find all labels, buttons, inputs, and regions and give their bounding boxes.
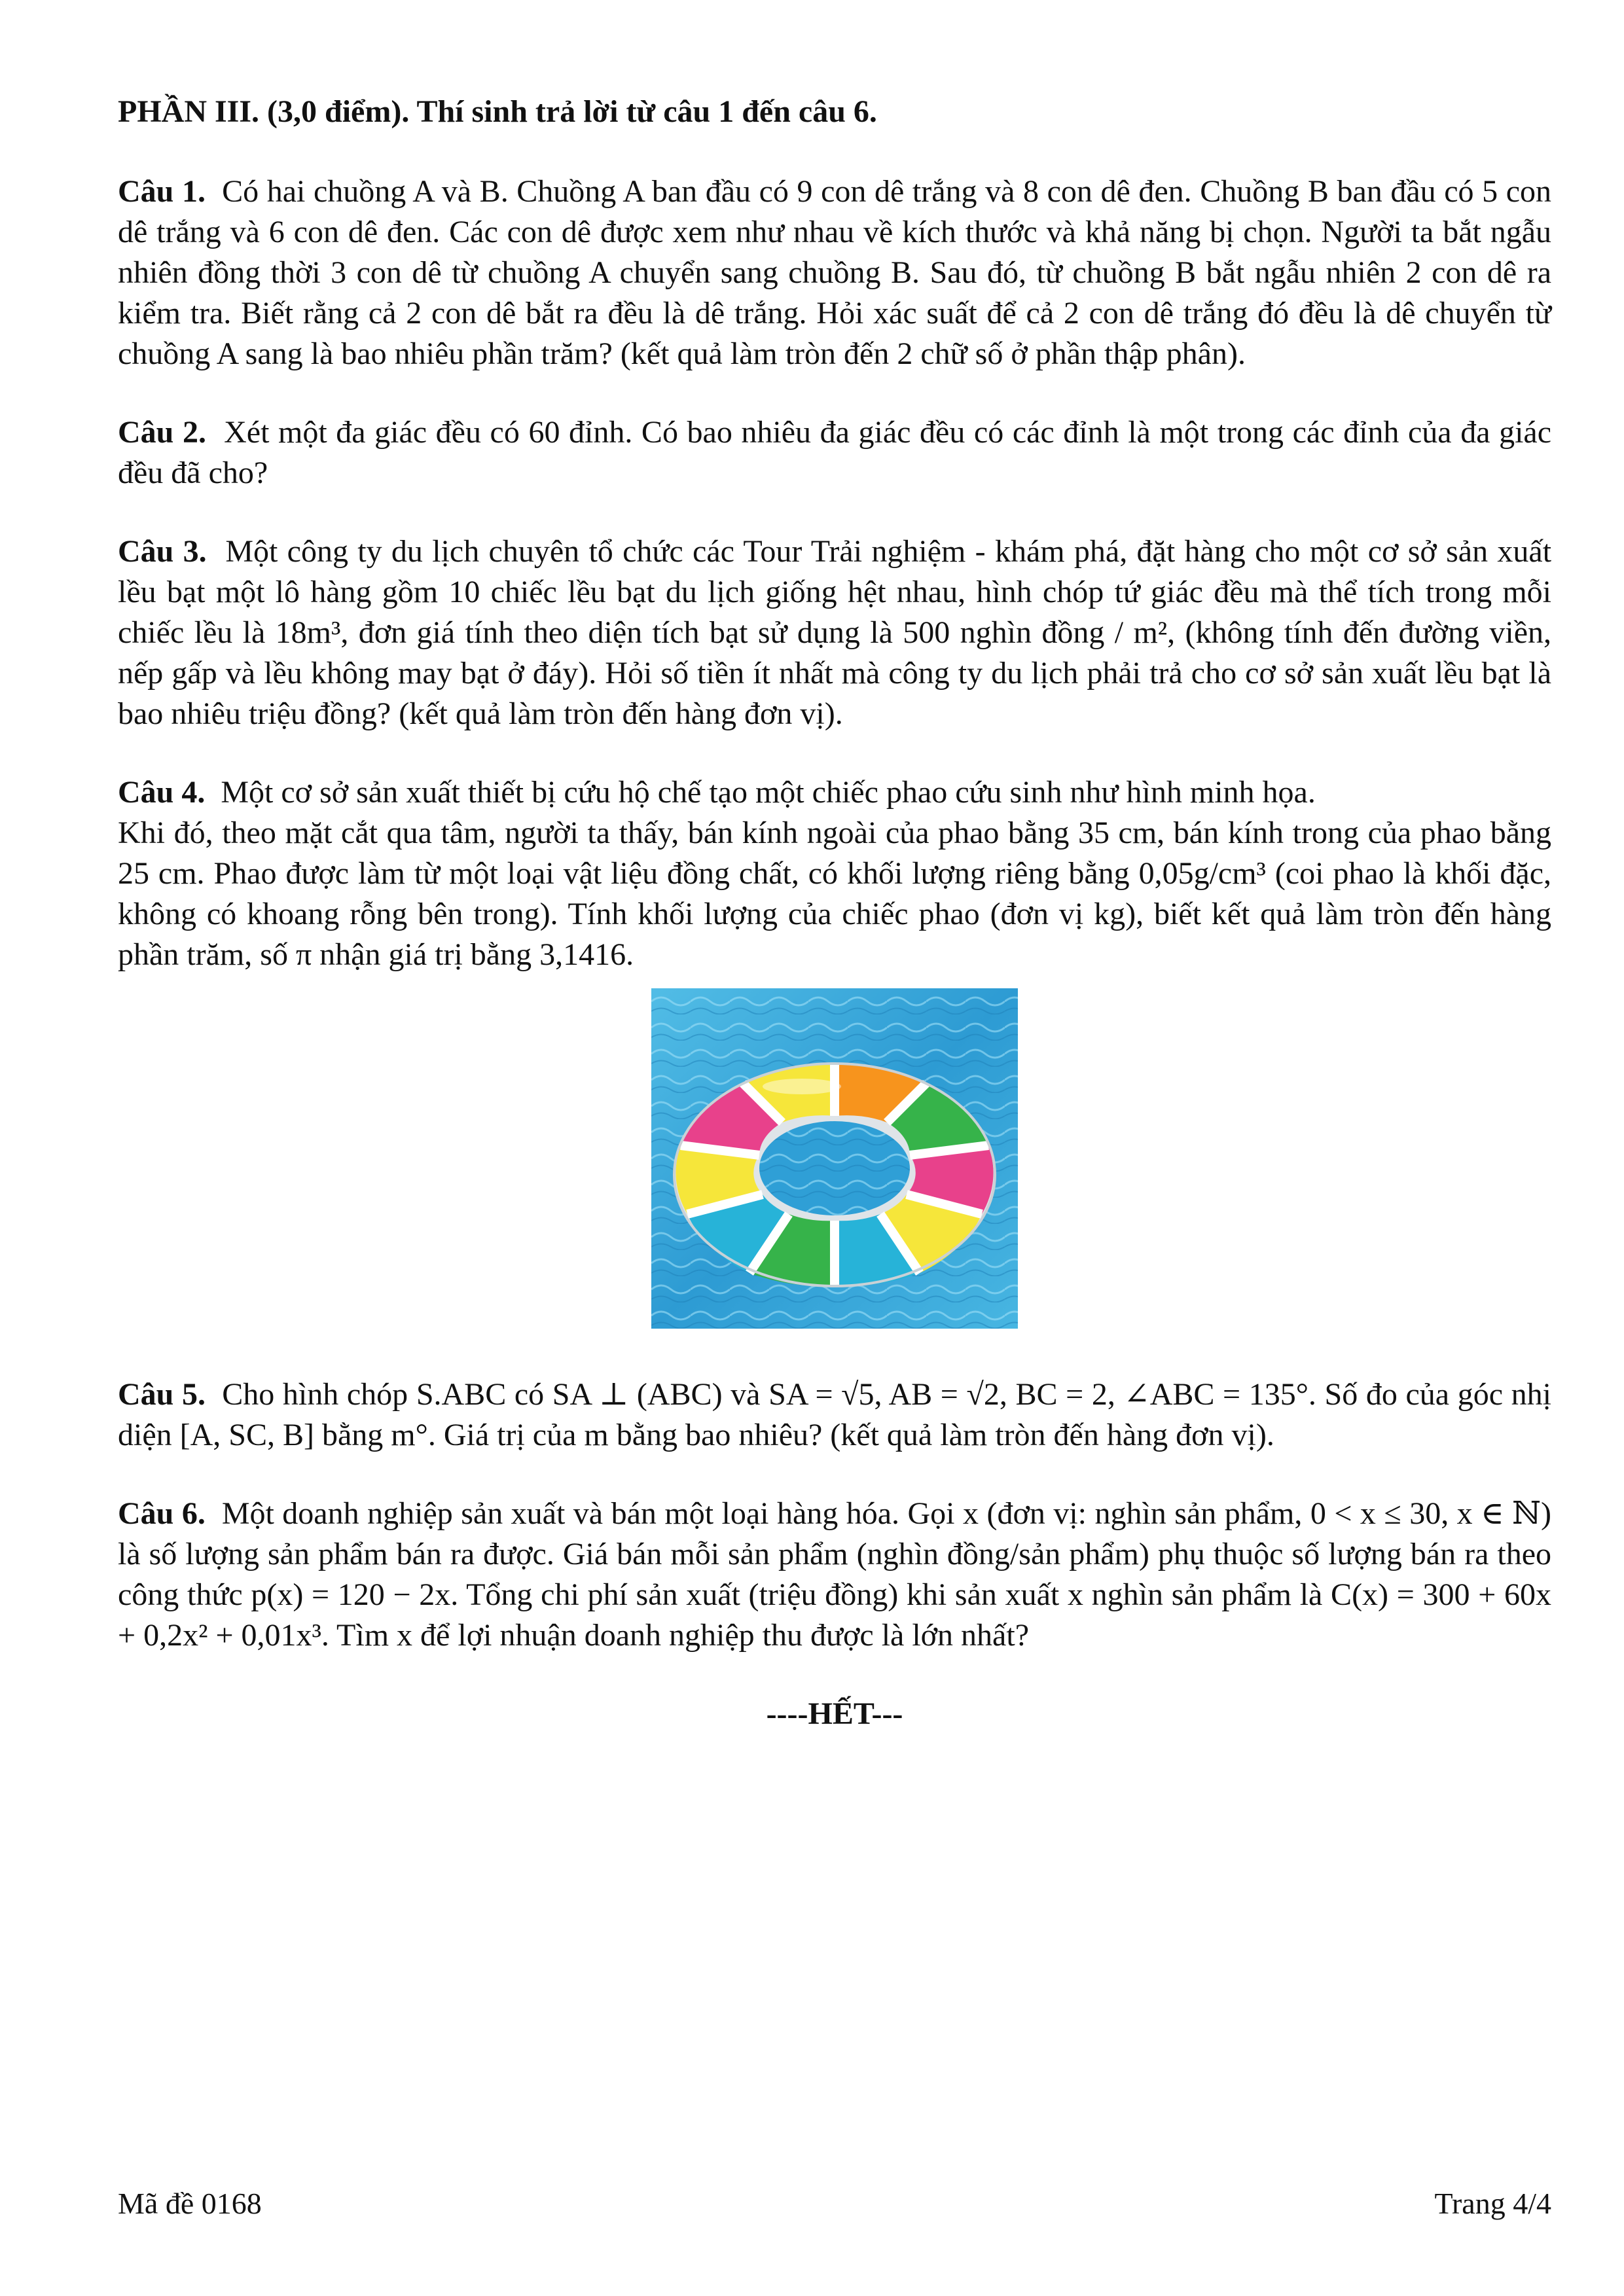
question-2 xyxy=(118,412,1551,493)
end-mark: ----HẾT--- xyxy=(766,1696,903,1731)
question-text: Một cơ sở sản xuất thiết bị cứu hộ chế tạo một chiếc phao cứu sinh như hình minh họa. xyxy=(221,775,1316,810)
question-text-continued: Khi đó, theo mặt cắt qua tâm, người ta thấy, bán kính ngoài của phao bằng 35 cm, bán kính trong của phao bằng 25 cm. Phao được làm từ một loại vật liệu đồng chất, có khối lượng riêng bằng 0,05g/cm³ (coi phao là khối đặc, không có khoang rỗng bên trong). Tính khối lượng của chiếc phao (đơn vị kg), biết kết quả làm tròn đến hàng phần trăm, số π nhận giá trị bằng 3,1416. xyxy=(118,816,1551,972)
question-3 xyxy=(118,531,1551,734)
question-text: Có hai chuồng A và B. Chuồng A ban đầu có 9 con dê trắng và 8 con dê đen. Chuồng B ban đầu có 5 con dê trắng và 6 con dê đen. Các con dê được xem như nhau về kích thước và khả năng bị chọn. Người ta bắt ngẫu nhiên đồng thời 3 con dê từ chuồng A chuyển sang chuồng B. Sau đó, từ chuồng B bắt ngẫu nhiên 2 con dê ra kiểm tra. Biết rằng cả 2 con dê bắt ra đều là dê trắng. Hỏi xác suất để cả 2 con dê trắng đó đều là dê chuyển từ chuồng A sang là bao nhiêu phần trăm? (kết quả làm tròn đến 2 chữ số ở phần thập phân). xyxy=(118,174,1552,371)
swim-ring-illustration xyxy=(651,988,1018,1329)
question-label: Câu 6. xyxy=(118,1496,206,1531)
question-text: Cho hình chóp S.ABC có SA ⊥ (ABC) và SA = √5, AB = √2, BC = 2, ∠ABC = 135°. Số đo của góc nhị diện [A, SC, B] bằng m°. Giá trị của m bằng bao nhiêu? (kết quả làm tròn đến hàng đơn vị). xyxy=(118,1377,1552,1452)
question-text: Một công ty du lịch chuyên tổ chức các Tour Trải nghiệm - khám phá, đặt hàng cho một cơ sở sản xuất lều bạt một lô hàng gồm 10 chiếc lều bạt du lịch giống hệt nhau, hình chóp tứ giác đều mà thể tích trong mỗi chiếc lều là 18m³, đơn giá tính theo diện tích bạt sử dụng là 500 nghìn đồng / m², (không tính đến đường viền, nếp gấp và lều không may bạt ở đáy). Hỏi số tiền ít nhất mà công ty du lịch phải trả cho cơ sở sản xuất lều bạt là bao nhiêu triệu đồng? (kết quả làm tròn đến hàng đơn vị). xyxy=(118,534,1552,731)
question-text: Một doanh nghiệp sản xuất và bán một loại hàng hóa. Gọi x (đơn vị: nghìn sản phẩm, 0 < x ≤ 30, x ∈ ℕ) là số lượng sản phẩm bán ra được. Giá bán mỗi sản phẩm (nghìn đồng/sản phẩm) phụ thuộc số lượng bán ra theo công thức p(x) = 120 − 2x. Tổng chi phí sản xuất (triệu đồng) khi sản xuất x nghìn sản phẩm là C(x) = 300 + 60x + 0,2x² + 0,01x³. Tìm x để lợi nhuận doanh nghiệp thu được là lớn nhất? xyxy=(118,1496,1552,1653)
ring-highlight xyxy=(763,1079,841,1094)
question-1 xyxy=(118,171,1551,374)
page-number: Trang 4/4 xyxy=(1434,2187,1551,2220)
question-6 xyxy=(118,1494,1551,1656)
question-label: Câu 5. xyxy=(118,1377,206,1412)
question-text: Xét một đa giác đều có 60 đỉnh. Có bao nhiêu đa giác đều có các đỉnh là một trong các đỉnh của đa giác đều đã cho? xyxy=(118,415,1552,490)
question-5 xyxy=(118,1374,1551,1456)
question-label: Câu 1. xyxy=(118,174,206,209)
question-4 xyxy=(118,772,1551,975)
question-label: Câu 3. xyxy=(118,534,207,569)
exam-code: Mã đề 0168 xyxy=(118,2187,262,2220)
question-label: Câu 2. xyxy=(118,415,206,450)
exam-page xyxy=(118,92,1551,1766)
question-label: Câu 4. xyxy=(118,775,206,810)
page-footer xyxy=(118,2186,1551,2221)
section-title: PHẦN III. (3,0 điểm). Thí sinh trả lời từ câu 1 đến câu 6. xyxy=(118,94,877,129)
